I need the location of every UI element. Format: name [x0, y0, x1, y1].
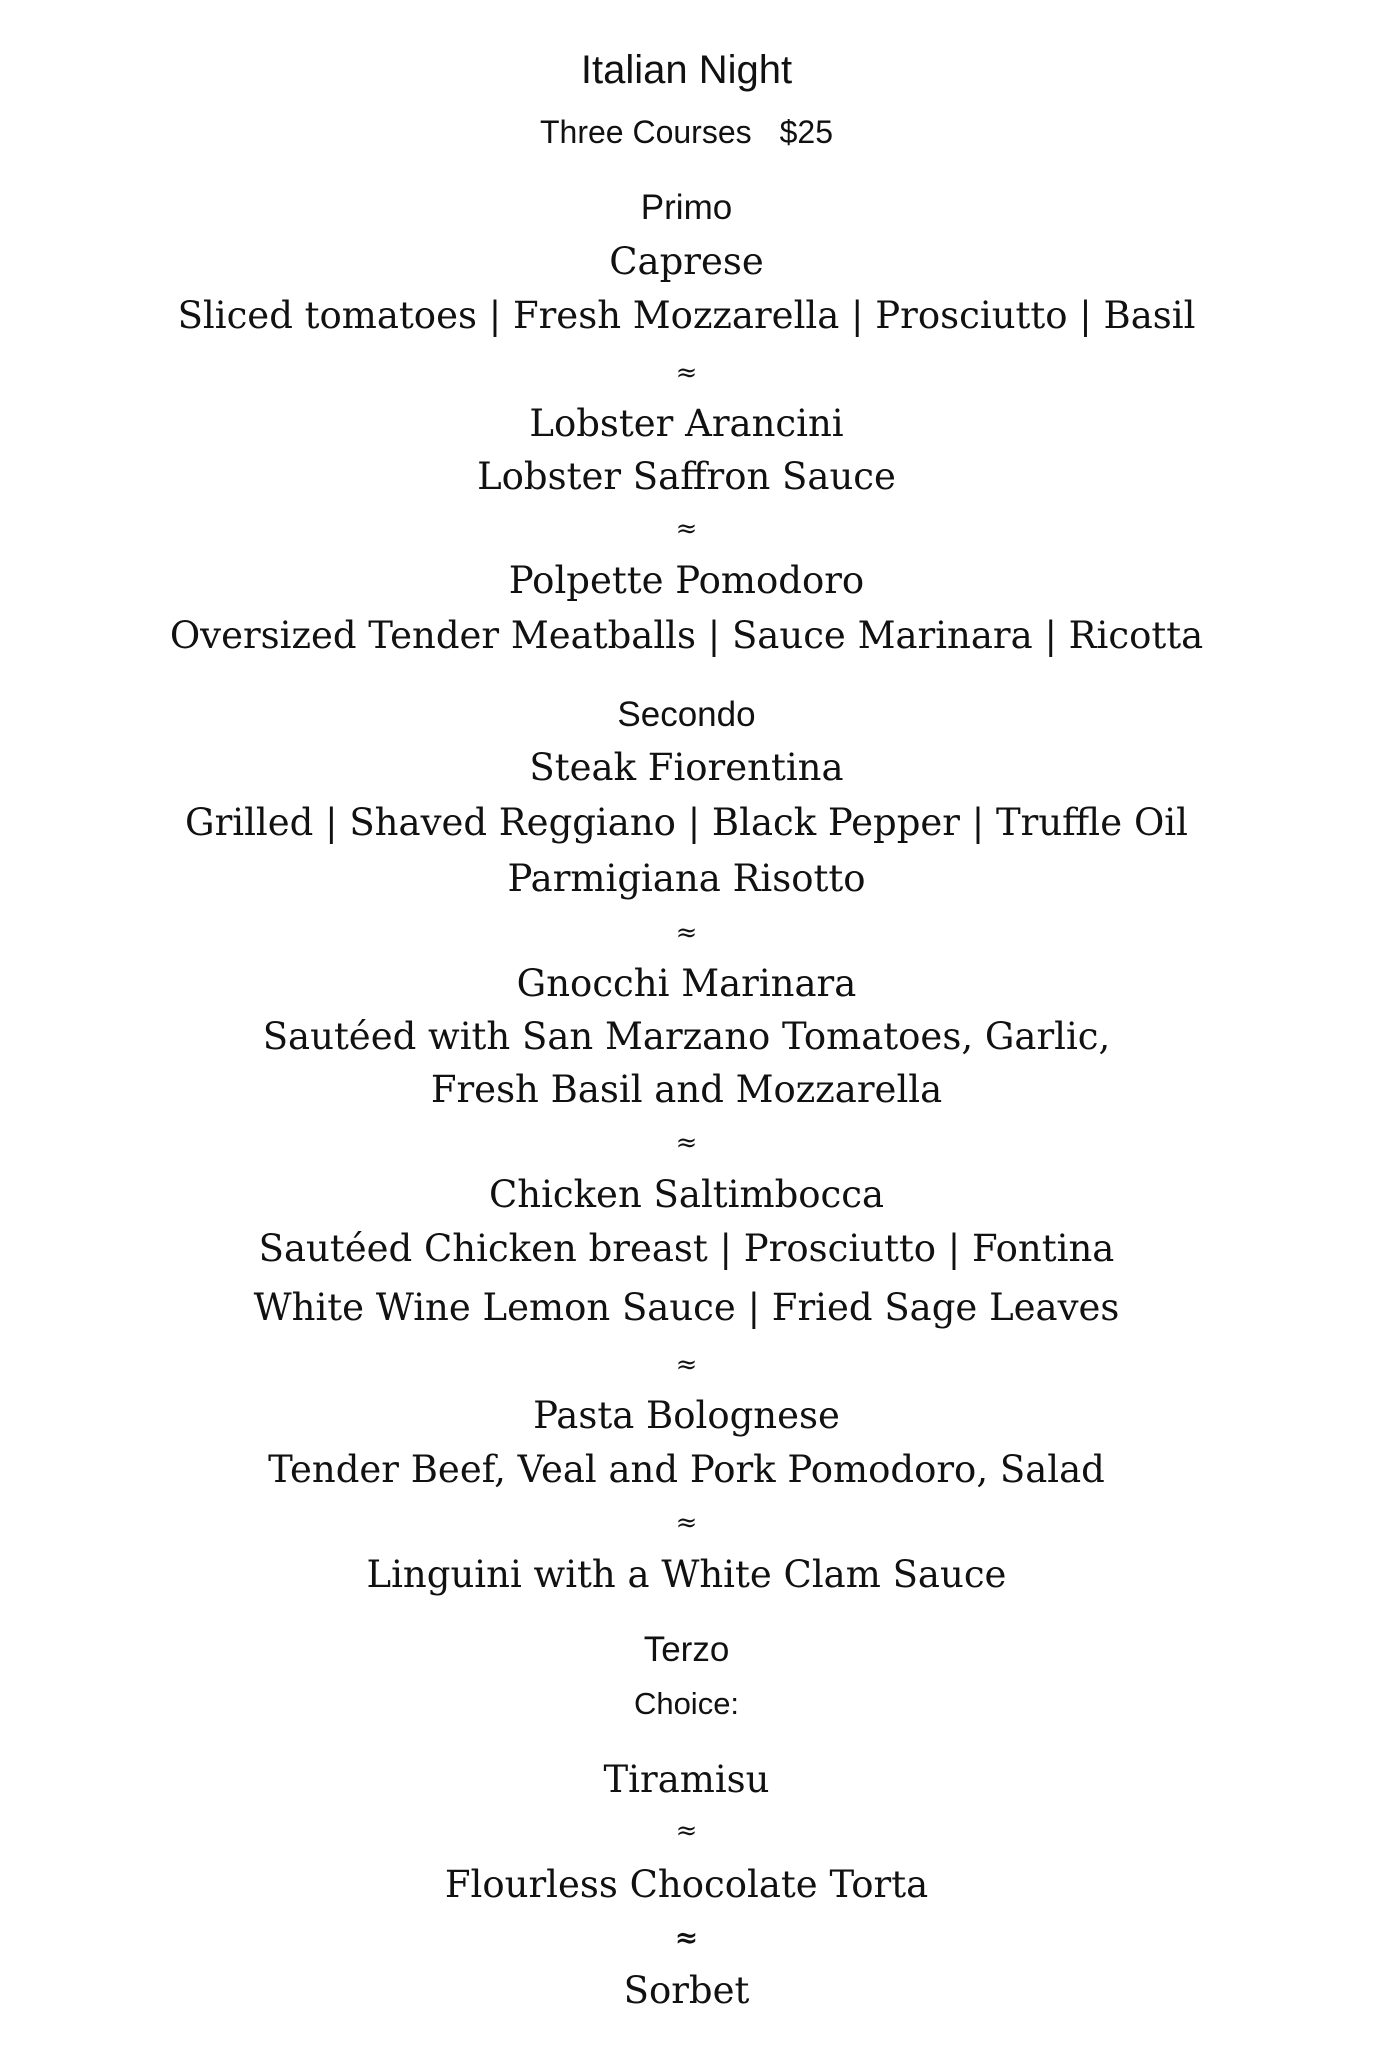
menu-price: $25 — [779, 114, 834, 150]
dessert-name: Flourless Chocolate Torta — [444, 1863, 929, 1906]
dish-name: Lobster Arancini — [529, 402, 844, 445]
dish-description: Sautéed Chicken breast | Prosciutto | Fontina — [258, 1227, 1115, 1270]
separator: ≈ — [675, 358, 698, 388]
dish-description: Tender Beef, Veal and Pork Pomodoro, Salad — [268, 1448, 1105, 1491]
separator: ≈ — [675, 1816, 698, 1846]
dish-description-line2: Fresh Basil and Mozzarella — [430, 1068, 943, 1111]
dish-description: Lobster Saffron Sauce — [477, 455, 896, 498]
separator: ≈ — [675, 918, 698, 948]
separator: ≈ — [675, 1350, 698, 1380]
choice-label: Choice: — [633, 1686, 740, 1721]
dish-description-line2: White Wine Lemon Sauce | Fried Sage Leaves — [253, 1286, 1120, 1329]
separator: ≈ — [675, 1508, 698, 1538]
dish-name: Caprese — [609, 240, 764, 283]
dish-description: Sautéed with San Marzano Tomatoes, Garlic, — [262, 1015, 1111, 1058]
dish-name: Linguini with a White Clam Sauce — [366, 1553, 1007, 1596]
dessert-name: Sorbet — [623, 1969, 750, 2012]
section-heading-primo: Primo — [640, 188, 733, 227]
dish-description: Sliced tomatoes | Fresh Mozzarella | Prosciutto | Basil — [177, 294, 1196, 337]
menu-title: Italian Night — [580, 48, 793, 92]
section-heading-secondo: Secondo — [617, 695, 756, 734]
dish-description: Oversized Tender Meatballs | Sauce Marinara | Ricotta — [169, 614, 1204, 657]
dish-name: Polpette Pomodoro — [508, 559, 865, 602]
dish-name: Steak Fiorentina — [529, 746, 844, 789]
dish-name: Pasta Bolognese — [533, 1394, 840, 1437]
courses-label: Three Courses — [539, 114, 752, 150]
separator: ≈ — [675, 514, 698, 544]
separator: ≈ — [674, 1921, 699, 1954]
dish-description-line2: Parmigiana Risotto — [507, 857, 866, 900]
separator: ≈ — [675, 1128, 698, 1158]
dish-name: Gnocchi Marinara — [516, 962, 857, 1005]
section-heading-terzo: Terzo — [643, 1630, 730, 1669]
dessert-name: Tiramisu — [603, 1758, 770, 1801]
dish-description: Grilled | Shaved Reggiano | Black Pepper | Truffle Oil — [185, 801, 1188, 844]
dish-name: Chicken Saltimbocca — [488, 1173, 885, 1216]
menu-subtitle — [0, 116, 1373, 148]
